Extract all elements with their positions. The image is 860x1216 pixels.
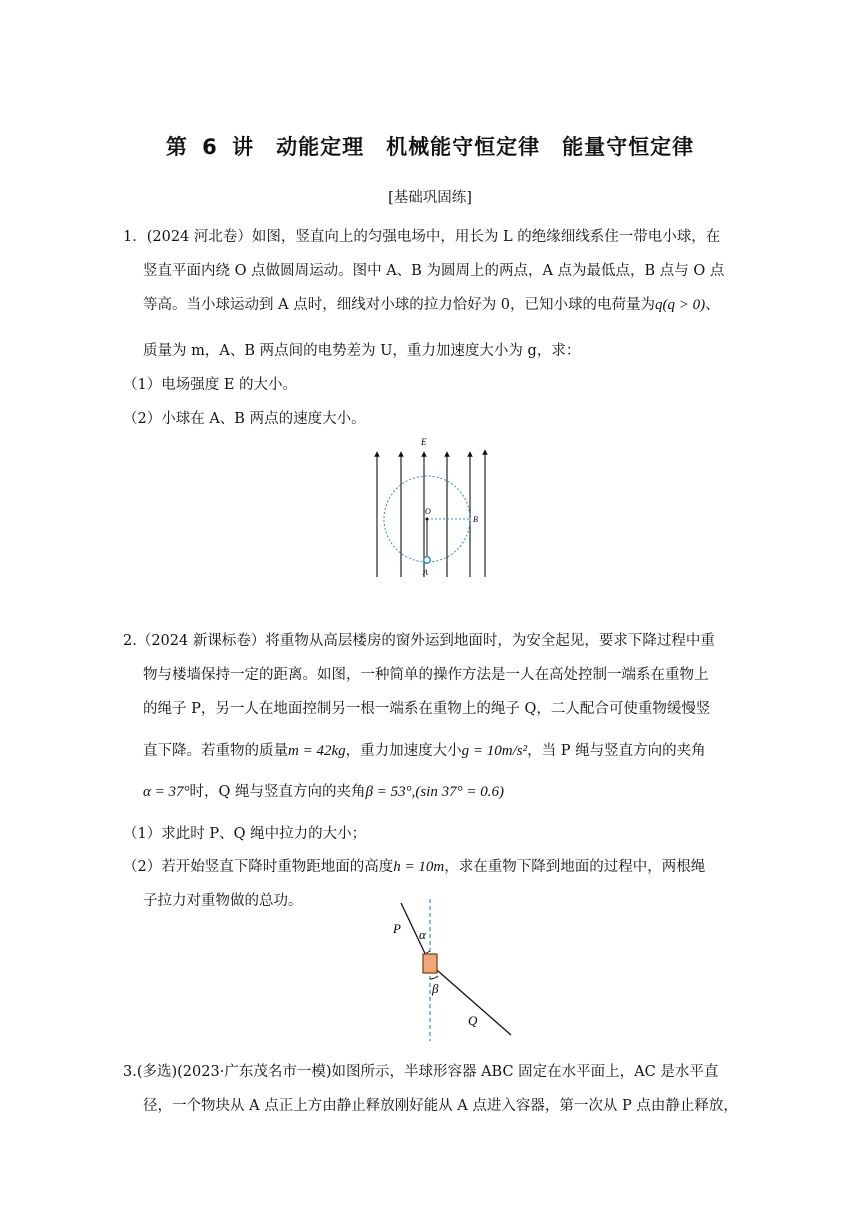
label-o: O xyxy=(425,507,431,516)
q1-charge-tail: 、 xyxy=(705,297,720,313)
q1-sub-2: （2）小球在 A、B 两点的速度大小。 xyxy=(123,411,366,427)
electric-field-figure xyxy=(365,432,505,582)
charged-ball xyxy=(424,557,431,564)
q2-mass: m = 42kg xyxy=(288,743,346,759)
q2-line-3: 的绳子 P，另一人在地面控制另一根一端系在重物上的绳子 Q，二人配合可使重物缓慢竖 xyxy=(143,701,711,717)
q2-alpha: α = 37° xyxy=(143,784,190,800)
q2-line-2: 物与楼墙保持一定的距离。如图，一种简单的操作方法是一人在高处控制一端系在重物上 xyxy=(143,667,709,683)
q2-sub-2 xyxy=(123,855,705,876)
q2-line-5 xyxy=(143,780,504,801)
field-lines xyxy=(377,452,485,577)
q1-line-3 xyxy=(143,293,720,314)
label-e: E xyxy=(421,437,427,447)
q1-line-2: 竖直平面内绕 O 点做圆周运动。图中 A、B 为圆周上的两点，A 点为最低点，B 点与 O 点 xyxy=(143,263,725,279)
q2-line-1: 2.（2024 新课标卷）将重物从高层楼房的窗外运到地面时，为安全起见，要求下降过程中重 xyxy=(123,633,715,649)
q1-line-3-text: 等高。当小球运动到 A 点时，细线对小球的拉力恰好为 0，已知小球的电荷量为 xyxy=(143,297,656,313)
q2-line-7-b: ，求在重物下降到地面的过程中，两根绳 xyxy=(444,859,706,875)
q2-line-4-b: ，重力加速度大小 xyxy=(345,743,462,759)
ropes-figure xyxy=(385,897,515,1043)
center-o-dot xyxy=(426,518,429,521)
label-a: A xyxy=(423,568,428,577)
beta-arc xyxy=(430,976,438,979)
q2-line-4-c: ，当 P 绳与竖直方向的夹角 xyxy=(527,743,706,759)
q2-line-7-a: （2）若开始竖直下降时重物距地面的高度 xyxy=(123,859,394,875)
q2-sub-1: （1）求此时 P、Q 绳中拉力的大小； xyxy=(123,826,367,842)
q3-line-2: 径，一个物块从 A 点正上方由静止释放刚好能从 A 点进入容器，第一次从 P 点由静止释放， xyxy=(143,1098,738,1114)
q2-beta: β = 53°,(sin 37° = 0.6) xyxy=(365,784,504,800)
q1-line-4: 质量为 m，A、B 两点间的电势差为 U，重力加速度大小为 g，求： xyxy=(143,343,581,359)
q2-line-8: 子拉力对重物做的总功。 xyxy=(143,893,303,909)
q1-sub-1: （1）电场强度 E 的大小。 xyxy=(123,377,298,393)
page-title: 第 6 讲 动能定理 机械能守恒定律 能量守恒定律 xyxy=(165,135,695,159)
q2-line-4 xyxy=(143,739,706,760)
q2-height: h = 10m xyxy=(393,859,445,875)
q2-gravity: g = 10m/s² xyxy=(461,743,528,759)
q2-line-5-a: 时，Q 绳与竖直方向的夹角 xyxy=(189,784,366,800)
label-alpha: α xyxy=(419,927,426,942)
heavy-object-box xyxy=(423,954,437,973)
label-p: P xyxy=(393,921,401,936)
q3-line-1: 3.(多选)(2023·广东茂名市一模)如图所示，半球形容器 ABC 固定在水平面上，AC 是水平直 xyxy=(123,1064,719,1080)
label-b: B xyxy=(473,515,478,524)
alpha-arc xyxy=(426,951,430,953)
q2-line-4-a: 直下降。若重物的质量 xyxy=(143,743,288,759)
label-q: Q xyxy=(468,1013,478,1028)
q1-line-1: 1．(2024 河北卷）如图，竖直向上的匀强电场中，用长为 L 的绝缘细线系住一带电小球，在 xyxy=(123,229,721,245)
label-beta: β xyxy=(432,981,439,996)
q1-charge-expr: q(q > 0) xyxy=(655,297,706,313)
section-heading: [基础巩固练] xyxy=(388,190,472,206)
